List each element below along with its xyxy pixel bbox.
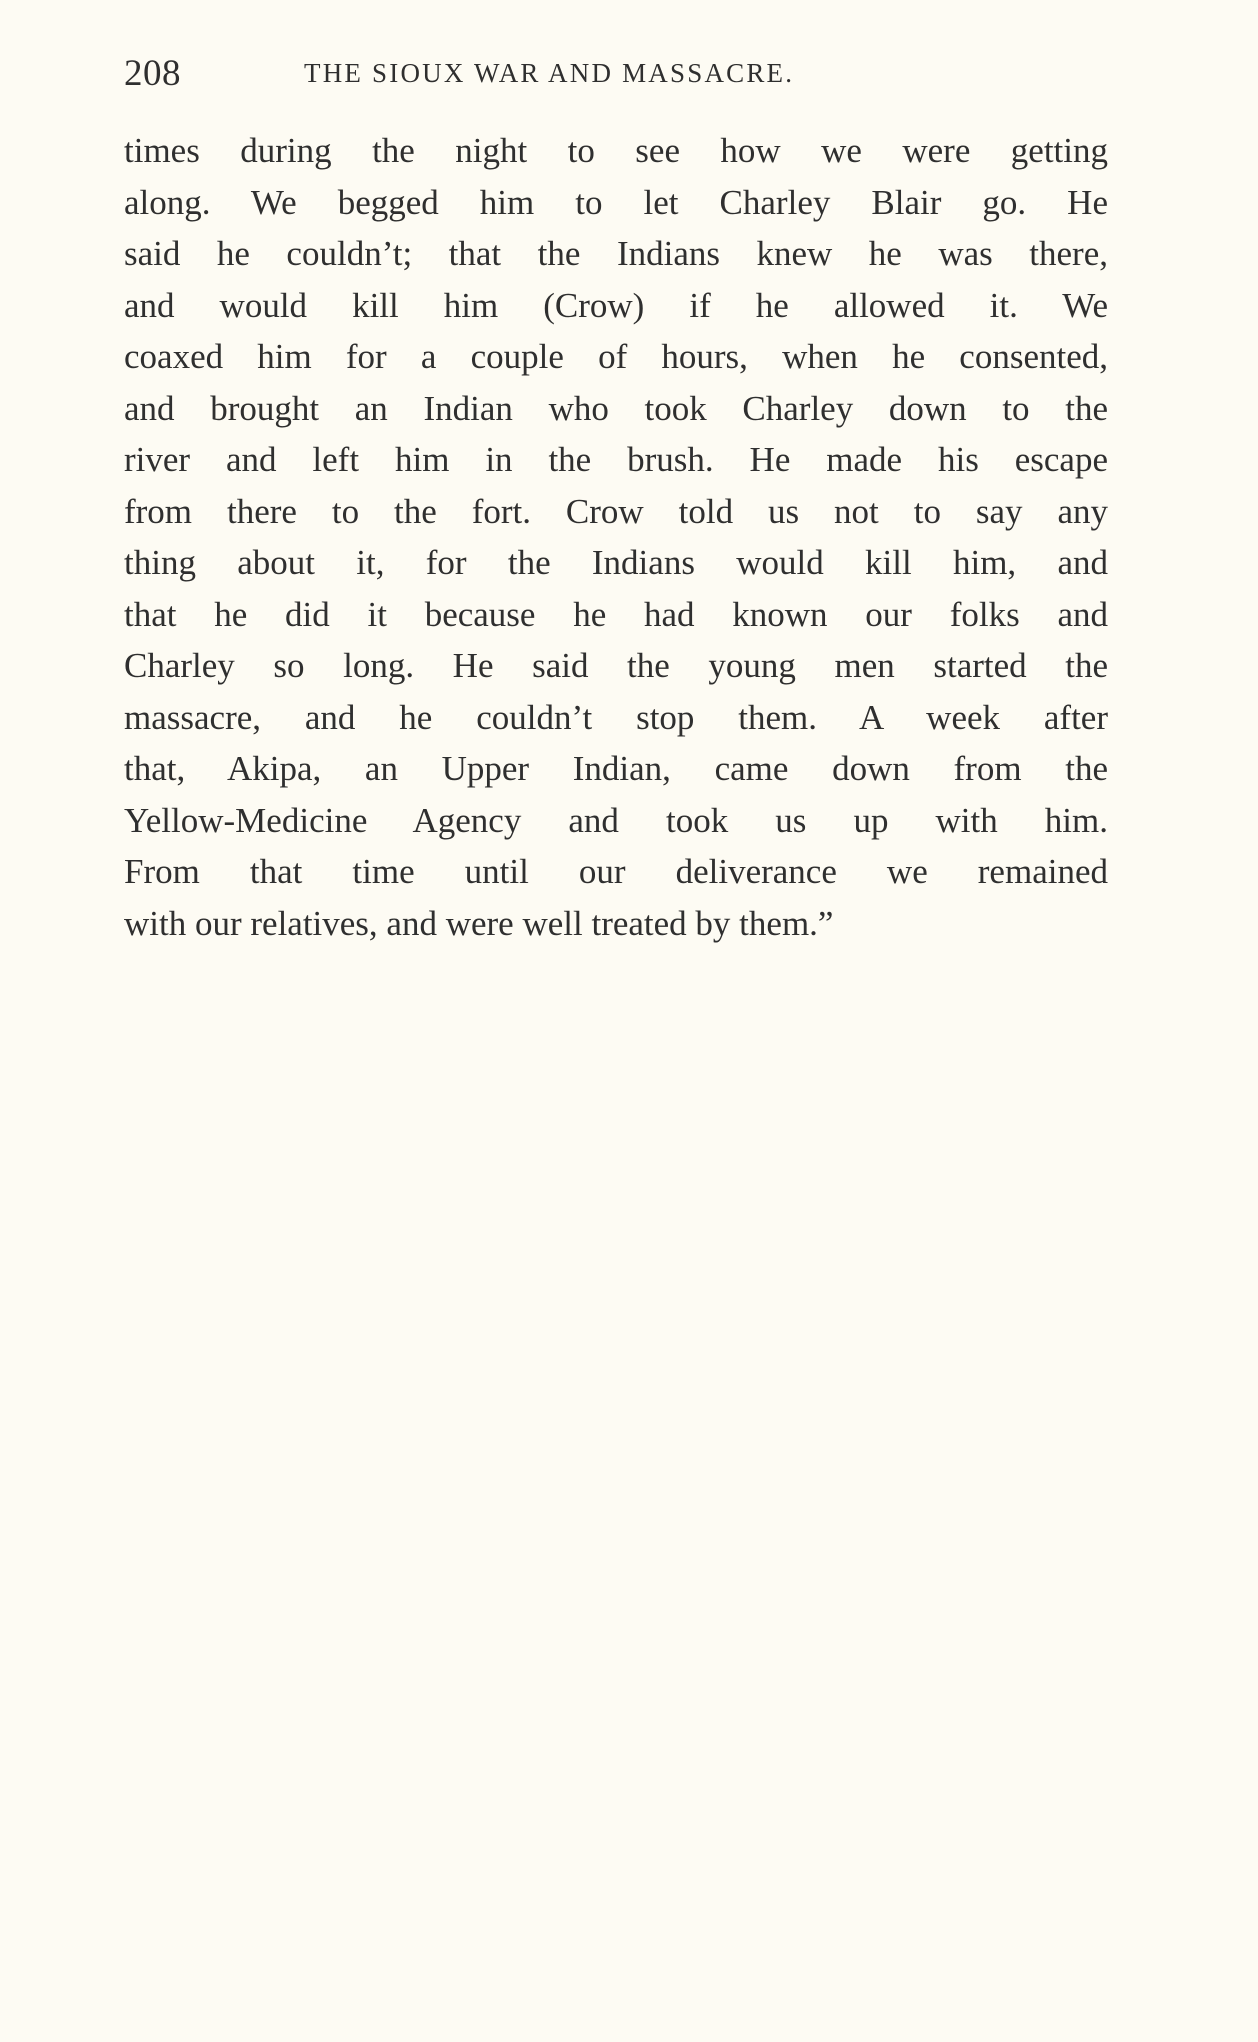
text-line: with our relatives, and were well treated by them.”: [124, 903, 834, 943]
text-line: massacre, and he couldn’t stop them. A week after: [124, 697, 1108, 737]
running-title: THE SIOUX WAR AND MASSACRE.: [304, 58, 795, 88]
page-number: 208: [124, 53, 181, 94]
text-line: From that time until our deliverance we remained: [124, 852, 1108, 891]
text-line: and brought an Indian who took Charley down to the: [124, 388, 1108, 428]
text-line: along. We begged him to let Charley Blair go. He: [124, 182, 1108, 222]
text-line: thing about it, for the Indians would kill him, and: [124, 543, 1108, 582]
text-line: that he did it because he had known our folks and: [124, 594, 1108, 634]
text-line: and would kill him (Crow) if he allowed it. We: [124, 285, 1108, 325]
text-line: that, Akipa, an Upper Indian, came down from the: [124, 749, 1108, 788]
running-head: [124, 52, 1108, 102]
text-line: river and left him in the brush. He made his escape: [124, 440, 1108, 479]
text-line: Charley so long. He said the young men started the: [124, 646, 1108, 685]
body-text: [124, 125, 1108, 949]
text-line: Yellow-Medicine Agency and took us up with him.: [124, 800, 1108, 840]
text-line: times during the night to see how we were getting: [124, 131, 1108, 170]
text-line: said he couldn’t; that the Indians knew he was there,: [124, 234, 1108, 273]
text-line: coaxed him for a couple of hours, when he consented,: [124, 337, 1108, 376]
text-line: from there to the fort. Crow told us not to say any: [124, 491, 1108, 531]
